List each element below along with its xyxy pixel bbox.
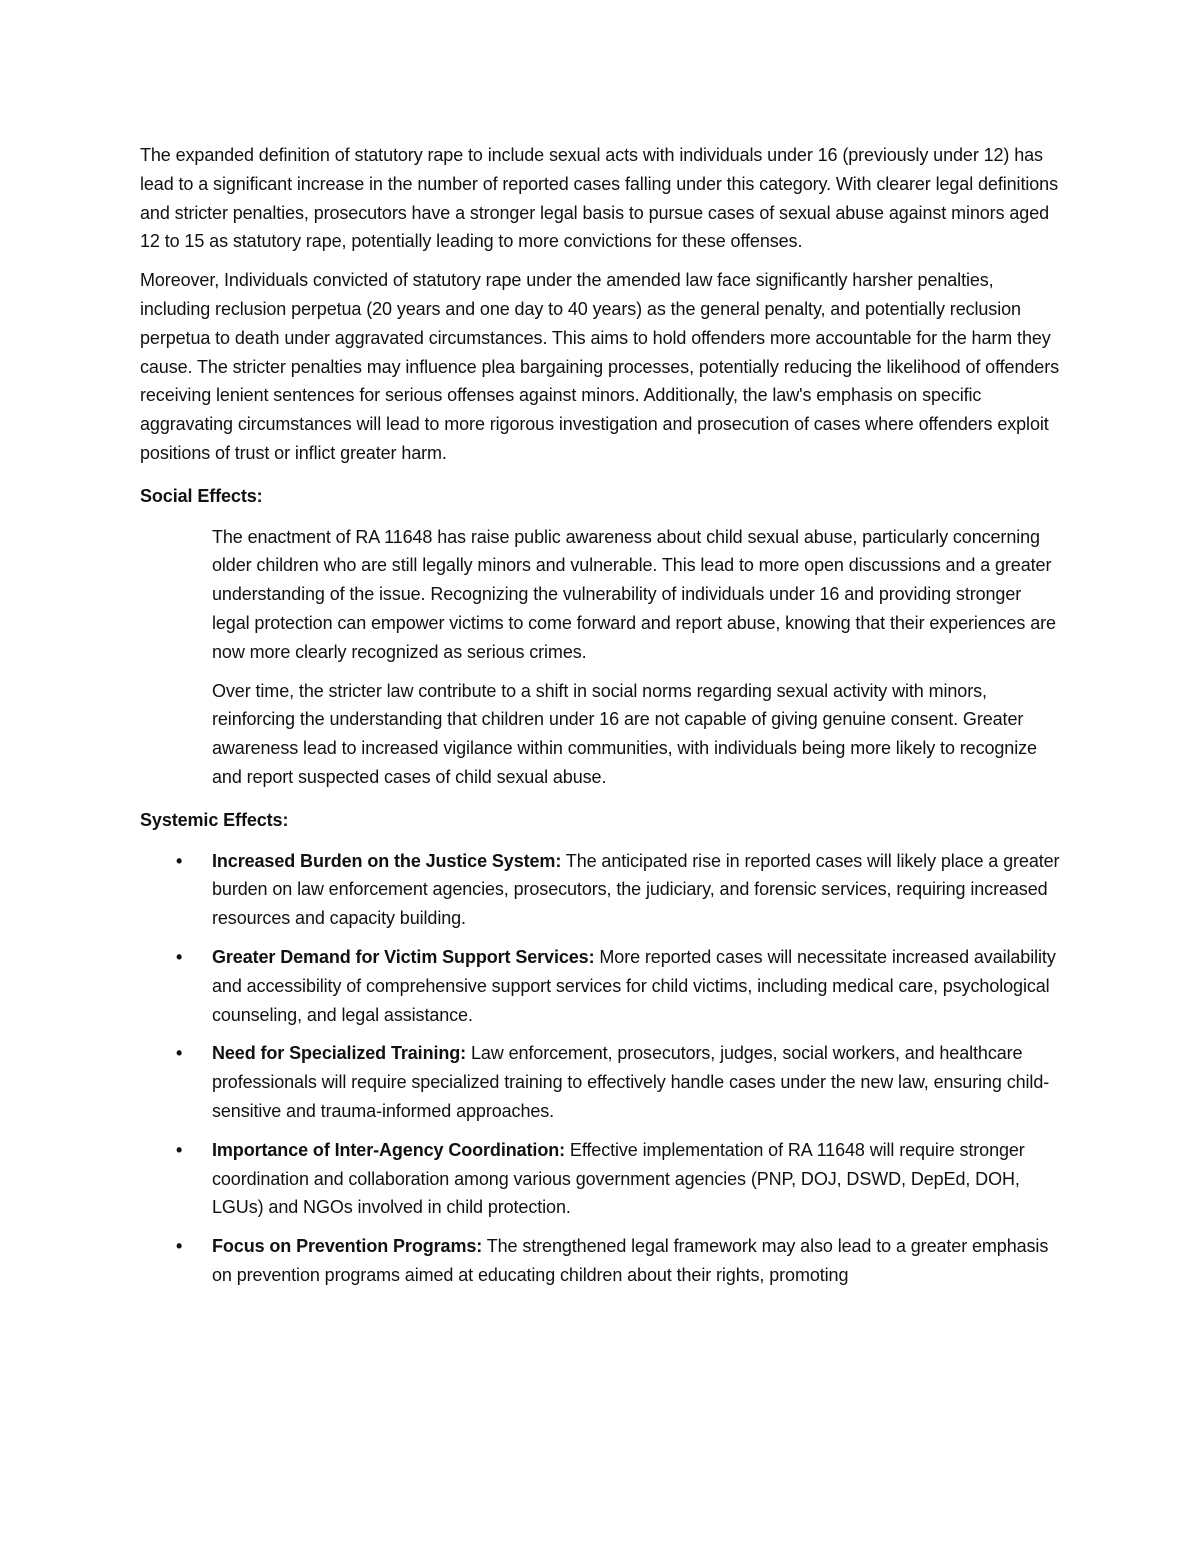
intro-paragraph-2: Moreover, Individuals convicted of statutory rape under the amended law face significantly harsher penalties, including reclusion perpetua (20 years and one day to 40 years) as the general penalty, and potentially reclusion perpetua to death under aggravated circumstances. This aims to hold offenders more accountable for the harm they cause. The stricter penalties may influence plea bargaining processes, potentially reducing the likelihood of offenders receiving lenient sentences for serious offenses against minors. Additionally, the law's emphasis on specific aggravating circumstances will lead to more rigorous investigation and prosecution of cases where offenders exploit positions of trust or inflict greater harm. bbox=[140, 270, 1059, 463]
list-item bbox=[140, 847, 1060, 933]
bullet-title: Greater Demand for Victim Support Services: bbox=[212, 946, 595, 967]
social-effects-section bbox=[212, 523, 1060, 792]
bullet-icon: • bbox=[176, 1139, 183, 1160]
systemic-effects-list bbox=[140, 847, 1060, 1290]
systemic-effects-heading: Systemic Effects: bbox=[140, 809, 289, 830]
list-item bbox=[140, 943, 1060, 1029]
document-page bbox=[140, 141, 1060, 1300]
list-item bbox=[140, 1039, 1060, 1125]
bullet-icon: • bbox=[176, 850, 183, 871]
social-effects-heading: Social Effects: bbox=[140, 485, 263, 506]
bullet-icon: • bbox=[176, 1043, 183, 1064]
bullet-text: More reported cases will necessitate increased availability and accessibility of comprehensive support services for child victims, including medical care, psychological counseling, and legal assistance. bbox=[212, 946, 1056, 1025]
bullet-title: Focus on Prevention Programs: bbox=[212, 1236, 483, 1257]
list-item bbox=[140, 1232, 1060, 1290]
intro-paragraph-1: The expanded definition of statutory rape to include sexual acts with individuals under 16 (previously under 12) has lead to a significant increase in the number of reported cases falling under this category. With clearer legal definitions and stricter penalties, prosecutors have a stronger legal basis to pursue cases of sexual abuse against minors aged 12 to 15 as statutory rape, potentially leading to more convictions for these offenses. bbox=[140, 145, 1058, 252]
bullet-title: Need for Specialized Training: bbox=[212, 1043, 467, 1064]
bullet-title: Increased Burden on the Justice System: bbox=[212, 850, 562, 871]
bullet-text: Law enforcement, prosecutors, judges, social workers, and healthcare professionals will require specialized training to effectively handle cases under the new law, ensuring child-sensitive and trauma-informed approaches. bbox=[212, 1043, 1050, 1121]
bullet-text: The strengthened legal framework may also lead to a greater emphasis on prevention programs aimed at educating children about their rights, promoting bbox=[212, 1236, 1049, 1285]
bullet-text: Effective implementation of RA 11648 will require stronger coordination and collaboration among various government agencies (PNP, DOJ, DSWD, DepEd, DOH, LGUs) and NGOs involved in child protection. bbox=[212, 1139, 1025, 1218]
bullet-text: The anticipated rise in reported cases will likely place a greater burden on law enforcement agencies, prosecutors, the judiciary, and forensic services, requiring increased resources and capacity building. bbox=[212, 850, 1060, 929]
list-item bbox=[140, 1136, 1060, 1222]
bullet-icon: • bbox=[176, 946, 183, 967]
bullet-title: Importance of Inter-Agency Coordination: bbox=[212, 1139, 566, 1160]
bullet-icon: • bbox=[176, 1236, 183, 1257]
social-paragraph-1: The enactment of RA 11648 has raise public awareness about child sexual abuse, particularly concerning older children who are still legally minors and vulnerable. This lead to more open discussions and a greater understanding of the issue. Recognizing the vulnerability of individuals under 16 and providing stronger legal protection can empower victims to come forward and report abuse, knowing that their experiences are now more clearly recognized as serious crimes. bbox=[212, 526, 1056, 662]
social-paragraph-2: Over time, the stricter law contribute to a shift in social norms regarding sexual activity with minors, reinforcing the understanding that children under 16 are not capable of giving genuine consent. Greater awareness lead to increased vigilance within communities, with individuals being more likely to recognize and report suspected cases of child sexual abuse. bbox=[212, 680, 1037, 787]
